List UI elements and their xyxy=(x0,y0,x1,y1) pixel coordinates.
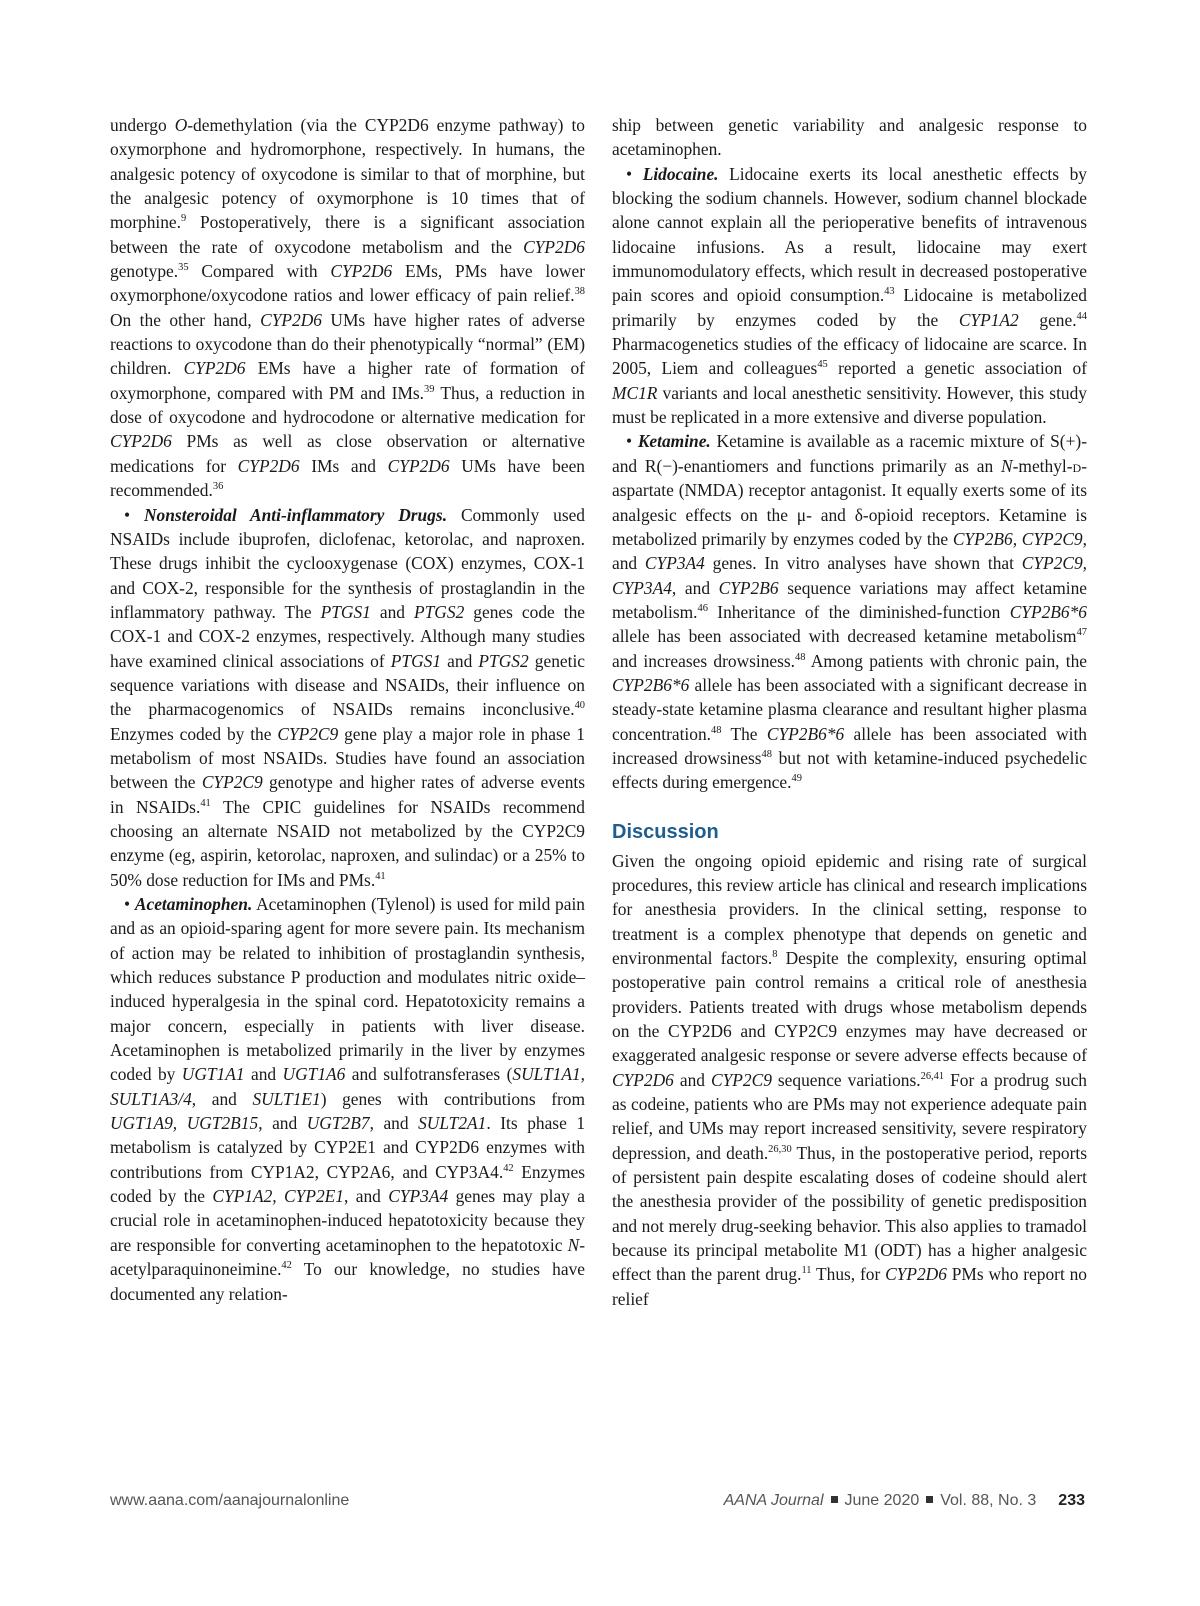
paragraph-discussion: Given the ongoing opioid epidemic and rising rate of surgical procedures, this review article has clinical and research implications for anesthesia providers. In the clinical setting, response to treatment is a complex phenotype that depends on genetic and environmental factors.$^8$ Despite the complexity, ensuring optimal postoperative pain control remains a critical role of anesthesia providers. Patients treated with drugs whose metabolism depends on the CYP2D6 and CYP2C9 enzymes may have decreased or exaggerated analgesic response or severe adverse effects because of CYP2D6 and CYP2C9 sequence variations.$^{26,41}$ For a prodrug such as codeine, patients who are PMs may not experience adequate pain relief, and UMs may report increased sensitivity, severe respiratory depression, and death.$^{26,30}$ Thus, in the postoperative period, reports of persistent pain despite escalating doses of codeine should alert the anesthesia provider of the possibility of genetic predisposition and not merely drug-seeking behavior. This also applies to tramadol because its principal metabolite M1 (ODT) has a higher analgesic effect than the parent drug.$^{11}$ Thus, for CYP2D6 PMs who report no relief xyxy=(612,850,1087,1309)
left-column xyxy=(110,113,585,1306)
separator-square-icon xyxy=(926,1496,933,1503)
volume-number: Vol. 88, No. 3 xyxy=(940,1492,1037,1509)
paragraph-oxycodone: undergo O-demethylation (via the CYP2D6 enzyme pathway) to oxymorphone and hydromorphone, respectively. In humans, the analgesic potency of oxycodone is similar to that of morphine, but the analgesic potency of oxymorphone is 10 times that of morphine.$^9$ Postoperatively, there is a significant association between the rate of oxycodone metabolism and the CYP2D6 genotype.$^{35}$ Compared with CYP2D6 EMs, PMs have lower oxymorphone/oxycodone ratios and lower efficacy of pain relief.$^{38}$ On the other hand, CYP2D6 UMs have higher rates of adverse reactions to oxycodone than do their phenotypically “normal” (EM) children. CYP2D6 EMs have a higher rate of formation of oxymorphone, compared with PM and IMs.$^{39}$ Thus, a reduction in dose of oxycodone and hydrocodone or alternative medication for CYP2D6 PMs as well as close observation or alternative medications for CYP2D6 IMs and CYP2D6 UMs have been recommended.$^{36}$ xyxy=(110,115,586,501)
page-footer xyxy=(110,1492,1085,1516)
paragraph-ketamine: • Ketamine. Ketamine is available as a racemic mixture of S(+)- and R(−)-enantiomers and functions primarily as an N-methyl-d-aspartate (NMDA) receptor antagonist. It equally exerts some of its analgesic effects on the μ- and δ-opioid receptors. Ketamine is metabolized primarily by enzymes coded by the CYP2B6, CYP2C9, and CYP3A4 genes. In vitro analyses have shown that CYP2C9, CYP3A4, and CYP2B6 sequence variations may affect ketamine metabolism.$^{46}$ Inheritance of the diminished-function CYP2B6*6 allele has been associated with decreased ketamine metabolism$^{47}$ and increases drowsiness.$^{48}$ Among patients with chronic pain, the CYP2B6*6 allele has been associated with a significant decrease in steady-state ketamine plasma clearance and resultant higher plasma concentration.$^{48}$ The CYP2B6*6 allele has been associated with increased drowsiness$^{48}$ but not with ketamine-induced psychedelic effects during emergence.$^{49}$ xyxy=(612,431,1087,793)
issue-date: June 2020 xyxy=(844,1492,920,1509)
paragraph-acetaminophen-cont: ship between genetic variability and analgesic response to acetaminophen. xyxy=(612,115,1087,160)
discussion-heading: Discussion xyxy=(612,820,719,843)
journal-name: AANA Journal xyxy=(723,1492,824,1509)
paragraph-acetaminophen: • Acetaminophen. Acetaminophen (Tylenol) is used for mild pain and as an opioid-sparing agent for more severe pain. Its mechanism of action may be related to inhibition of prostaglandin synthesis, which reduces substance P production and modulates nitric oxide–induced hyperalgesia in the spinal cord. Hepatotoxicity remains a major concern, especially in patients with liver disease. Acetaminophen is metabolized primarily in the liver by enzymes coded by UGT1A1 and UGT1A6 and sulfotransferases (SULT1A1, SULT1A3/4, and SULT1E1) genes with contributions from UGT1A9, UGT2B15, and UGT2B7, and SULT2A1. Its phase 1 metabolism is catalyzed by CYP2E1 and CYP2D6 enzymes with contributions from CYP1A2, CYP2A6, and CYP3A4.42 Enzymes coded by the CYP1A2, CYP2E1, and CYP3A4 genes may play a crucial role in acetaminophen-induced hepatotoxicity because they are responsible for converting acetaminophen to the hepatotoxic N-acetylparaquinoneimine.$^{42}$ To our knowledge, no studies have documented any relation- xyxy=(110,894,586,1304)
journal-info xyxy=(724,1492,1085,1510)
journal-url[interactable]: www.aana.com/aanajournalonline xyxy=(110,1492,350,1509)
paragraph-nsaids: • Nonsteroidal Anti-inflammatory Drugs. Commonly used NSAIDs include ibuprofen, diclofenac, ketorolac, and naproxen. These drugs inhibit the cyclooxygenase (COX) enzymes, COX-1 and COX-2, responsible for the synthesis of prostaglandin in the inflammatory pathway. The PTGS1 and PTGS2 genes code the COX-1 and COX-2 enzymes, respectively. Although many studies have examined clinical associations of PTGS1 and PTGS2 genetic sequence variations with disease and NSAIDs, their influence on the pharmacogenomics of NSAIDs remains inconclusive.$^{40}$ Enzymes coded by the CYP2C9 gene play a major role in phase 1 metabolism of most NSAIDs. Studies have found an association between the CYP2C9 genotype and higher rates of adverse events in NSAIDs.$^{41}$ The CPIC guidelines for NSAIDs recommend choosing an alternate NSAID not metabolized by the CYP2C9 enzyme (eg, aspirin, ketorolac, naproxen, and sulindac) or a 25% to 50% dose reduction for IMs and PMs.$^{41}$ xyxy=(110,504,586,890)
right-column xyxy=(612,113,1087,1311)
separator-square-icon xyxy=(831,1496,838,1503)
paragraph-lidocaine: • Lidocaine. Lidocaine exerts its local anesthetic effects by blocking the sodium channels. However, sodium channel blockade alone cannot explain all the perioperative benefits of intravenous lidocaine infusions. As a result, lidocaine may exert immunomodulatory effects, which result in decreased postoperative pain scores and opioid consumption.$^{43}$ Lidocaine is metabolized primarily by enzymes coded by the CYP1A2 gene.$^{44}$ Pharmacogenetics studies of the efficacy of lidocaine are scarce. In 2005, Liem and colleagues$^{45}$ reported a genetic association of MC1R variants and local anesthetic sensitivity. However, this study must be replicated in a more extensive and diverse population. xyxy=(612,163,1088,428)
page-number: 233 xyxy=(1058,1492,1085,1509)
